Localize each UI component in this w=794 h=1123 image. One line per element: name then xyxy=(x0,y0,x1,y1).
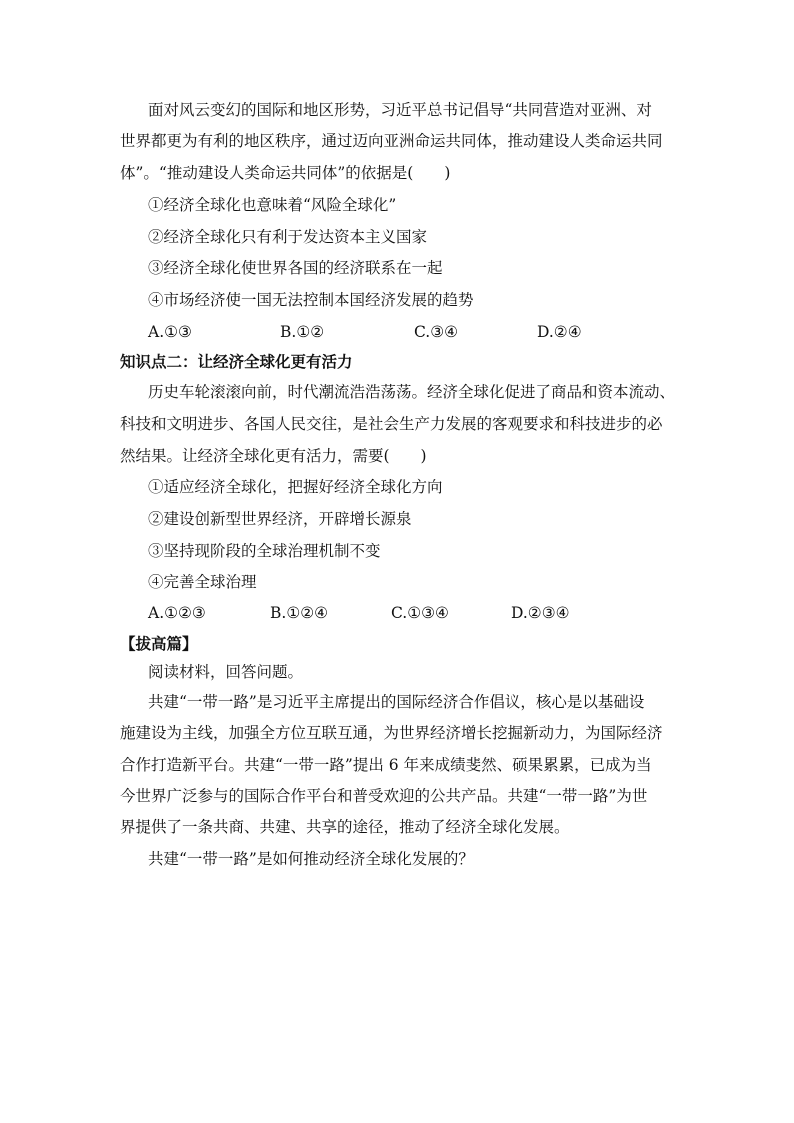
section-2-heading: 知识点二：让经济全球化更有活力 xyxy=(120,352,353,371)
q2-stem-line-2: 科技和文明进步、各国人民交往，是社会生产力发展的客观要求和科技进步的必 xyxy=(120,415,663,433)
q1-item-2: ②经济全球化只有利于发达资本主义国家 xyxy=(148,228,428,246)
q2-option-c: C.①③④ xyxy=(391,604,449,622)
q2-item-4: ④完善全球治理 xyxy=(148,573,257,591)
q2-item-2: ②建设创新型世界经济，开辟增长源泉 xyxy=(148,510,412,528)
q2-option-a: A.①②③ xyxy=(148,604,206,622)
q1-stem-line-2: 世界都更为有利的地区秩序，通过迈向亚洲命运共同体，推动建设人类命运共同 xyxy=(120,132,663,150)
q2-option-d: D.②③④ xyxy=(511,604,570,622)
material-line-1: 共建“一带一路”是习近平主席提出的国际经济合作倡议，核心是以基础设 xyxy=(148,693,645,711)
advanced-intro: 阅读材料，回答问题。 xyxy=(148,663,304,681)
material-line-5: 界提供了一条共商、共建、共享的途径，推动了经济全球化发展。 xyxy=(120,818,570,836)
q2-item-1: ①适应经济全球化，把握好经济全球化方向 xyxy=(148,478,443,496)
advanced-heading: 【拔高篇】 xyxy=(120,634,198,653)
q1-option-c: C.③④ xyxy=(414,323,459,341)
q2-item-3: ③坚持现阶段的全球治理机制不变 xyxy=(148,542,381,560)
q1-item-3: ③经济全球化使世界各国的经济联系在一起 xyxy=(148,259,443,277)
q2-stem-line-3: 然结果。让经济全球化更有活力，需要( ) xyxy=(120,447,427,465)
q2-stem-line-1: 历史车轮滚滚向前，时代潮流浩浩荡荡。经济全球化促进了商品和资本流动、 xyxy=(148,383,676,401)
q1-stem-line-3: 体”。“推动建设人类命运共同体”的依据是( ) xyxy=(120,164,451,182)
q2-option-b: B.①②④ xyxy=(270,604,329,622)
q1-stem-line-1: 面对风云变幻的国际和地区形势，习近平总书记倡导“共同营造对亚洲、对 xyxy=(148,101,652,119)
q1-option-b: B.①② xyxy=(280,323,325,341)
q1-item-4: ④市场经济使一国无法控制本国经济发展的趋势 xyxy=(148,291,474,309)
advanced-question: 共建“一带一路”是如何推动经济全球化发展的？ xyxy=(148,850,474,868)
q1-item-1: ①经济全球化也意味着“风险全球化” xyxy=(148,196,397,214)
q1-option-d: D.②④ xyxy=(537,323,582,341)
material-line-4: 今世界广泛参与的国际合作平台和普受欢迎的公共产品。共建“一带一路”为世 xyxy=(120,787,648,805)
material-line-3: 合作打造新平台。共建“一带一路”提出 6 年来成绩斐然、硕果累累，已成为当 xyxy=(120,756,652,774)
material-line-2: 施建设为主线，加强全方位互联互通，为世界经济增长挖掘新动力，为国际经济 xyxy=(120,724,663,742)
q1-option-a: A.①③ xyxy=(148,323,192,341)
